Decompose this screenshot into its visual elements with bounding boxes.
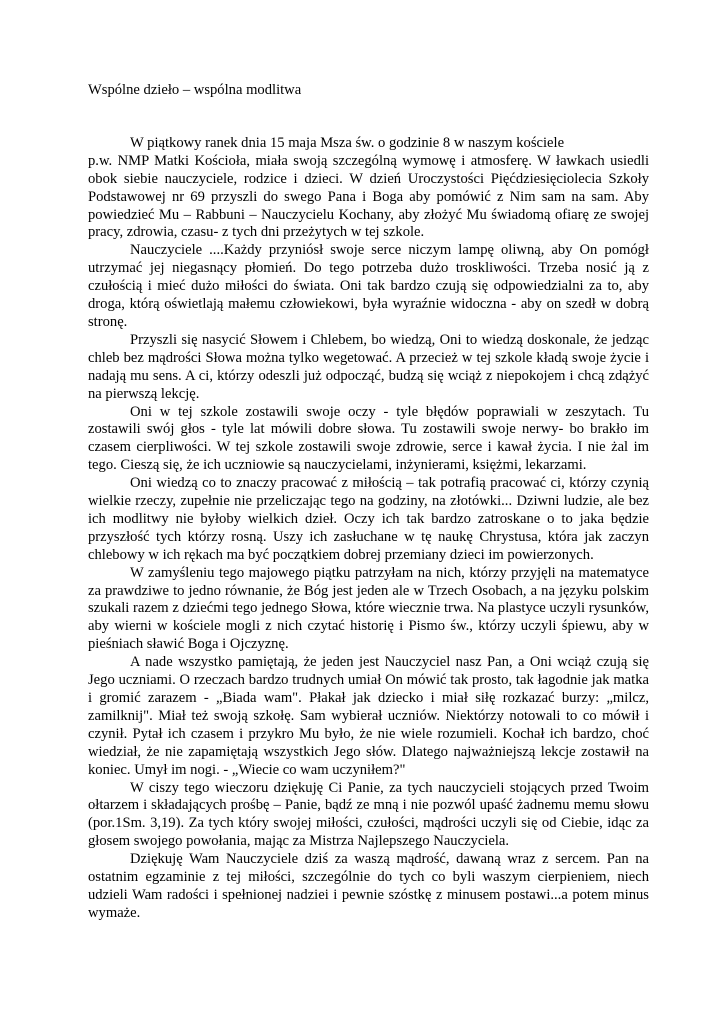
paragraph-5: Oni wiedzą co to znaczy pracować z miłością – tak potrafią pracować ci, którzy czynią wielkie rzeczy, zupełnie nie przeliczając tego na godziny, na złotówki... Dziwni ludzie, ale bez ich modlitwy nie byłoby wielkich dzieł. Oczy ich tak bardzo zatroskane o to jaka będzie przyszłość tych którzy rosną. Uszy ich zasłuchane w tę naukę Chrystusa, która jak zaczyn chlebowy w ich rękach ma być początkiem dobrej przemiany dzieci im powierzonych. xyxy=(88,475,649,563)
paragraph-8: W ciszy tego wieczoru dziękuję Ci Panie, za tych nauczycieli stojących przed Twoim ołtarzem i składających prośbę – Panie, bądź ze mną i nie pozwól upaść żadnemu memu słowu (por.1Sm. 3,19). Za tych który swojej miłości, czułości, mądrości uczyli się od Ciebie, idąc za głosem swojego powołania, mając za Mistrza Najlepszego Nauczyciela. xyxy=(88,779,649,850)
paragraph-2: Nauczyciele ....Każdy przyniósł swoje serce niczym lampę oliwną, aby On pomógł utrzymać jej niegasnący płomień. Do tego potrzeba dużo troskliwości. Trzeba nosić ją z czułością i mieć dużo miłości do świata. Oni tak bardzo czują się odpowiedzialni za to, aby droga, którą oświetlają małemu człowiekowi, była wyraźnie widoczna - aby on szedł w dobrą stronę. xyxy=(88,242,649,330)
paragraph-7: A nade wszystko pamiętają, że jeden jest Nauczyciel nasz Pan, a Oni wciąż czują się Jego uczniami. O rzeczach bardzo trudnych umiał On mówić tak prosto, tak łagodnie jak matka i gromić zarazem - „Biada wam". Płakał jak dziecko i miał siłę rozkazać burzy: „milcz, zamilknij". Miał też swoją szkołę. Sam wybierał uczniów. Niektórzy notowali to co mówił i czynił. Pytał ich czasem i przykro Mu było, że nie wiele rozumieli. Kochał ich bardzo, choć wiedział, że nie zapamiętają wszystkich Jego słów. Dlatego najważniejszą lekcje zostawił na koniec. Umył im nogi. - „Wiecie co wam uczyniłem?" xyxy=(88,654,649,778)
paragraph-9: Dziękuję Wam Nauczyciele dziś za waszą mądrość, dawaną wraz z sercem. Pan na ostatnim egzaminie z tej miłości, szczególnie do tych co byli waszym cierpieniem, niech udzieli Wam radości i spełnionej nadziei i pewnie szóstkę z minusem postawi...a potem minus wymaże. xyxy=(88,851,649,921)
document-page xyxy=(88,82,649,923)
paragraph-6: W zamyśleniu tego majowego piątku patrzyłam na nich, którzy przyjęli na matematyce za prawdziwe to jedno równanie, że Bóg jest jeden ale w Trzech Osobach, a na języku polskim szukali razem z dziećmi tego jednego Słowa, które wiecznie trwa. Na plastyce uczyli rysunków, aby wierni w kościele mogli z nich czytać historię i Pismo św., którzy uczyli śpiewu, aby w pieśniach sławić Boga i Ojczyznę. xyxy=(88,564,649,653)
paragraph-1: p.w. NMP Matki Kościoła, miała swoją szczególną wymowę i atmosferę. W ławkach usiedli obok siebie nauczyciele, rodzice i dzieci. W dzień Uroczystości Pięćdziesięciolecia Szkoły Podstawowej nr 69 przyszli do swego Pana i Boga aby pomówić z Nim sam na sam. Aby powiedzieć Mu – Rabbuni – Nauczycielu Kochany, aby złożyć Mu świadomą ofiarę ze swojej pracy, zdrowia, czasu- z tych dni przeżytych w tej szkole. xyxy=(88,152,649,241)
paragraph-3: Przyszli się nasycić Słowem i Chlebem, bo wiedzą, Oni to wiedzą doskonale, że jedząc chleb bez mądrości Słowa można tylko wegetować. A przecież w tej szkole kładą swoje życie i nadają mu sens. A ci, którzy odeszli już odpocząć, budzą się wciąż z niepokojem i chcą zdążyć na pierwszą lekcję. xyxy=(88,331,649,402)
paragraph-4: Oni w tej szkole zostawili swoje oczy - tyle błędów poprawiali w zeszytach. Tu zostawili swój głos - tyle lat mówili dobre słowa. Tu zostawili swoje nerwy- bo brakło im czasem cierpliwości. W tej szkole zostawili swoje zdrowie, serce i kawał życia. I nie żal im tego. Cieszą się, że ich uczniowie są nauczycielami, inżynierami, księżmi, lekarzami. xyxy=(88,403,649,474)
opening-line: W piątkowy ranek dnia 15 maja Msza św. o godzinie 8 w naszym kościele xyxy=(130,134,565,151)
document-title: Wspólne dzieło – wspólna modlitwa xyxy=(88,82,302,98)
